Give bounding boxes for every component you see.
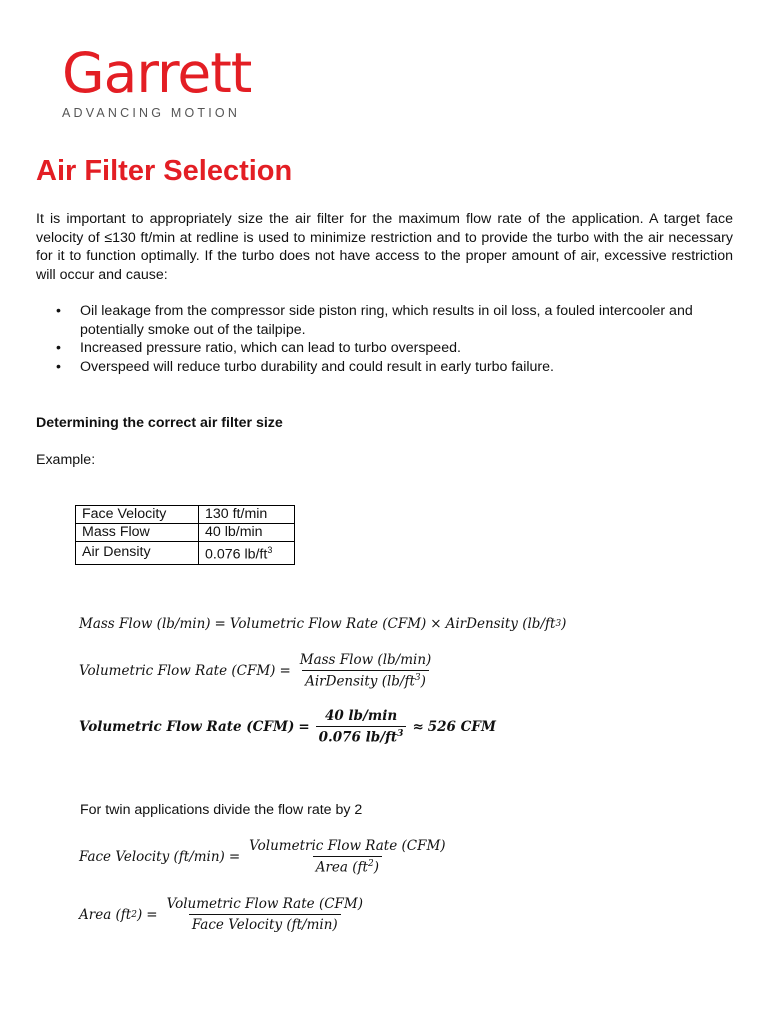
equation-volumetric-flow-rate: Volumetric Flow Rate (CFM) = $\frac{\text{Mass Flow (lb/min)}}{AirDensity (lb/ft^3)}$: [79, 652, 436, 690]
fraction: $\frac{\text{Volumetric Flow Rate (CFM)}}{Area (ft^2)}$: [249, 838, 446, 876]
list-item: • Oil leakage from the compressor side piston ring, which results in oil loss, a fouled intercooler and potentially smoke out of the tailpipe.: [36, 302, 733, 339]
twin-application-note: For twin applications divide the flow rate by 2: [80, 802, 363, 818]
table-cell-value: 130 ft/min: [199, 506, 295, 524]
equation-volumetric-flow-example: Volumetric Flow Rate (CFM) = $\frac{40 lb/\min}{0.076 lb/ft^3}$ ≈ 526 CFM: [79, 708, 496, 746]
intro-paragraph: It is important to appropriately size the air filter for the maximum flow rate of the application. A target face velocity of ≤130 ft/min at redline is used to minimize restriction and to provide the turbo with the air necessary for it to function optimally. If the turbo does not have access to the proper amount of air, excessive restriction will occur and cause:: [36, 211, 733, 283]
example-label: Example:: [36, 452, 96, 468]
consequence-list: [36, 302, 733, 376]
parameters-table: [75, 505, 295, 565]
equation-mass-flow: Mass Flow (lb/min) = Volumetric Flow Rate (CFM) × AirDensity (lb/ft 3 ): [79, 616, 567, 632]
fraction: $\frac{40 lb/\min}{0.076 lb/ft^3}$: [316, 708, 407, 746]
fraction: $\frac{\text{Mass Flow (lb/min)}}{AirDensity (lb/ft^3)}$: [299, 652, 432, 690]
result-value: 526 CFM: [427, 718, 496, 735]
table-cell-value: 0.076 $lb/ft^3$: [199, 542, 295, 565]
equation-face-velocity: Face Velocity (ft/min) = $\frac{\text{Volumetric Flow Rate (CFM)}}{Area (ft^2)}$: [79, 838, 451, 876]
table-cell-label: Air Density: [76, 542, 199, 565]
fraction: $\frac{\text{Volumetric Flow Rate (CFM)}}{\text{Face Velocity (ft/min)}}$: [166, 896, 363, 933]
table-cell-value: 40 lb/min: [199, 524, 295, 542]
logo-wordmark: Garrett: [62, 41, 252, 105]
list-item: • Increased pressure ratio, which can lead to turbo overspeed.: [36, 339, 733, 358]
page-title: Air Filter Selection: [36, 155, 293, 187]
table-row: [76, 542, 295, 565]
table-cell-label: Face Velocity: [76, 506, 199, 524]
section-subheading: Determining the correct air filter size: [36, 415, 283, 431]
table-row: [76, 506, 295, 524]
table-cell-label: Mass Flow: [76, 524, 199, 542]
list-item: • Overspeed will reduce turbo durability and could result in early turbo failure.: [36, 358, 733, 377]
table-row: [76, 524, 295, 542]
logo-tagline: ADVANCING MOTION: [62, 106, 241, 120]
garrett-logo: [62, 41, 252, 120]
equation-area: Area (ft 2 ) = $\frac{\text{Volumetric Flow Rate (CFM)}}{\text{Face Velocity (ft/min)}}$: [79, 896, 368, 933]
